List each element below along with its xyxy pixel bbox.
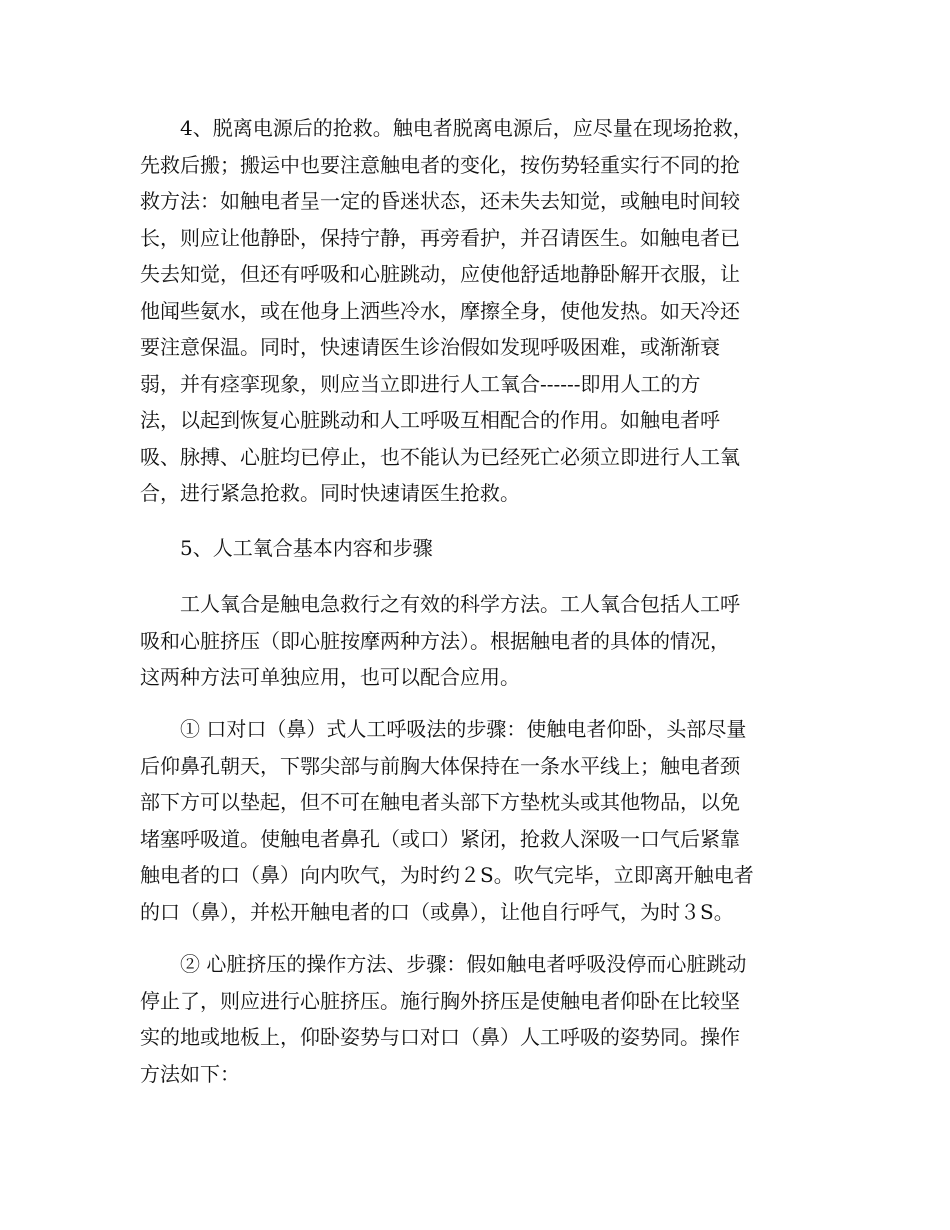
text-line: 4、脱离电源后的抢救。触电者脱离电源后，应尽量在现场抢救， — [140, 116, 753, 140]
text-line: 触电者的口（鼻）向内吹气，为时约２S。吹气完毕，立即离开触电者 — [140, 863, 754, 887]
heading-line: 5、人工氧合基本内容和步骤 — [140, 536, 433, 560]
section-heading-artificial-oxygenation — [140, 528, 815, 568]
text-line: ② 心脏挤压的操作方法、步骤：假如触电者呼吸没停而心脏跳动 — [140, 952, 747, 976]
text-line: 弱，并有痉挛现象，则应当立即进行人工氧合------即用人工的方 — [140, 371, 701, 396]
text-line: 停止了，则应进行心脏挤压。施行胸外挤压是使触电者仰卧在比较坚 — [140, 988, 740, 1013]
paragraph-mouth-to-mouth-steps — [140, 711, 815, 930]
text-line: 他闻些氨水，或在他身上洒些冷水，摩擦全身，使他发热。如天冷还 — [140, 298, 740, 323]
text-line: 这两种方法可单独应用，也可以配合应用。 — [140, 665, 520, 689]
paragraph-rescue-after-power-off — [140, 110, 815, 512]
text-line: 工人氧合是触电急救行之有效的科学方法。工人氧合包括人工呼 — [140, 592, 740, 616]
text-line: 长，则应让他静卧，保持宁静，再旁看护，并召请医生。如触电者已 — [140, 225, 740, 250]
text-line: 救方法：如触电者呈一定的昏迷状态，还未失去知觉，或触电时间较 — [140, 189, 740, 213]
text-line: 后仰鼻孔朝天，下鄂尖部与前胸大体保持在一条水平线上；触电者颈 — [140, 753, 740, 778]
text-line: 实的地或地板上，仰卧姿势与口对口（鼻）人工呼吸的姿势同。操作 — [140, 1025, 740, 1049]
text-line: ① 口对口（鼻）式人工呼吸法的步骤：使触电者仰卧，头部尽量 — [140, 717, 747, 741]
text-line: 要注意保温。同时，快速请医生诊治假如发现呼吸困难，或渐渐衰 — [140, 335, 720, 359]
text-line: 法，以起到恢复心脏跳动和人工呼吸互相配合的作用。如触电者呼 — [140, 408, 720, 432]
paragraph-oxygenation-intro — [140, 586, 815, 696]
text-line: 合，进行紧急抢救。同时快速请医生抢救。 — [140, 481, 520, 505]
text-line: 吸和心脏挤压（即心脏按摩两种方法）。根据触电者的具体的情况， — [140, 628, 730, 653]
text-line: 失去知觉，但还有呼吸和心脏跳动，应使他舒适地静卧解开衣服，让 — [140, 262, 740, 286]
text-line: 部下方可以垫起，但不可在触电者头部下方垫枕头或其他物品，以免 — [140, 790, 740, 814]
paragraph-chest-compression-steps — [140, 946, 815, 1092]
text-line: 方法如下： — [140, 1061, 240, 1086]
text-line: 吸、脉搏、心脏均已停止，也不能认为已经死亡必须立即进行人工氧 — [140, 444, 740, 469]
text-line: 先救后搬；搬运中也要注意触电者的变化，按伤势轻重实行不同的抢 — [140, 152, 740, 177]
text-line: 的口（鼻），并松开触电者的口（或鼻），让他自行呼气，为时３S。 — [140, 899, 734, 924]
text-line: 堵塞呼吸道。使触电者鼻孔（或口）紧闭，抢救人深吸一口气后紧靠 — [140, 826, 740, 851]
